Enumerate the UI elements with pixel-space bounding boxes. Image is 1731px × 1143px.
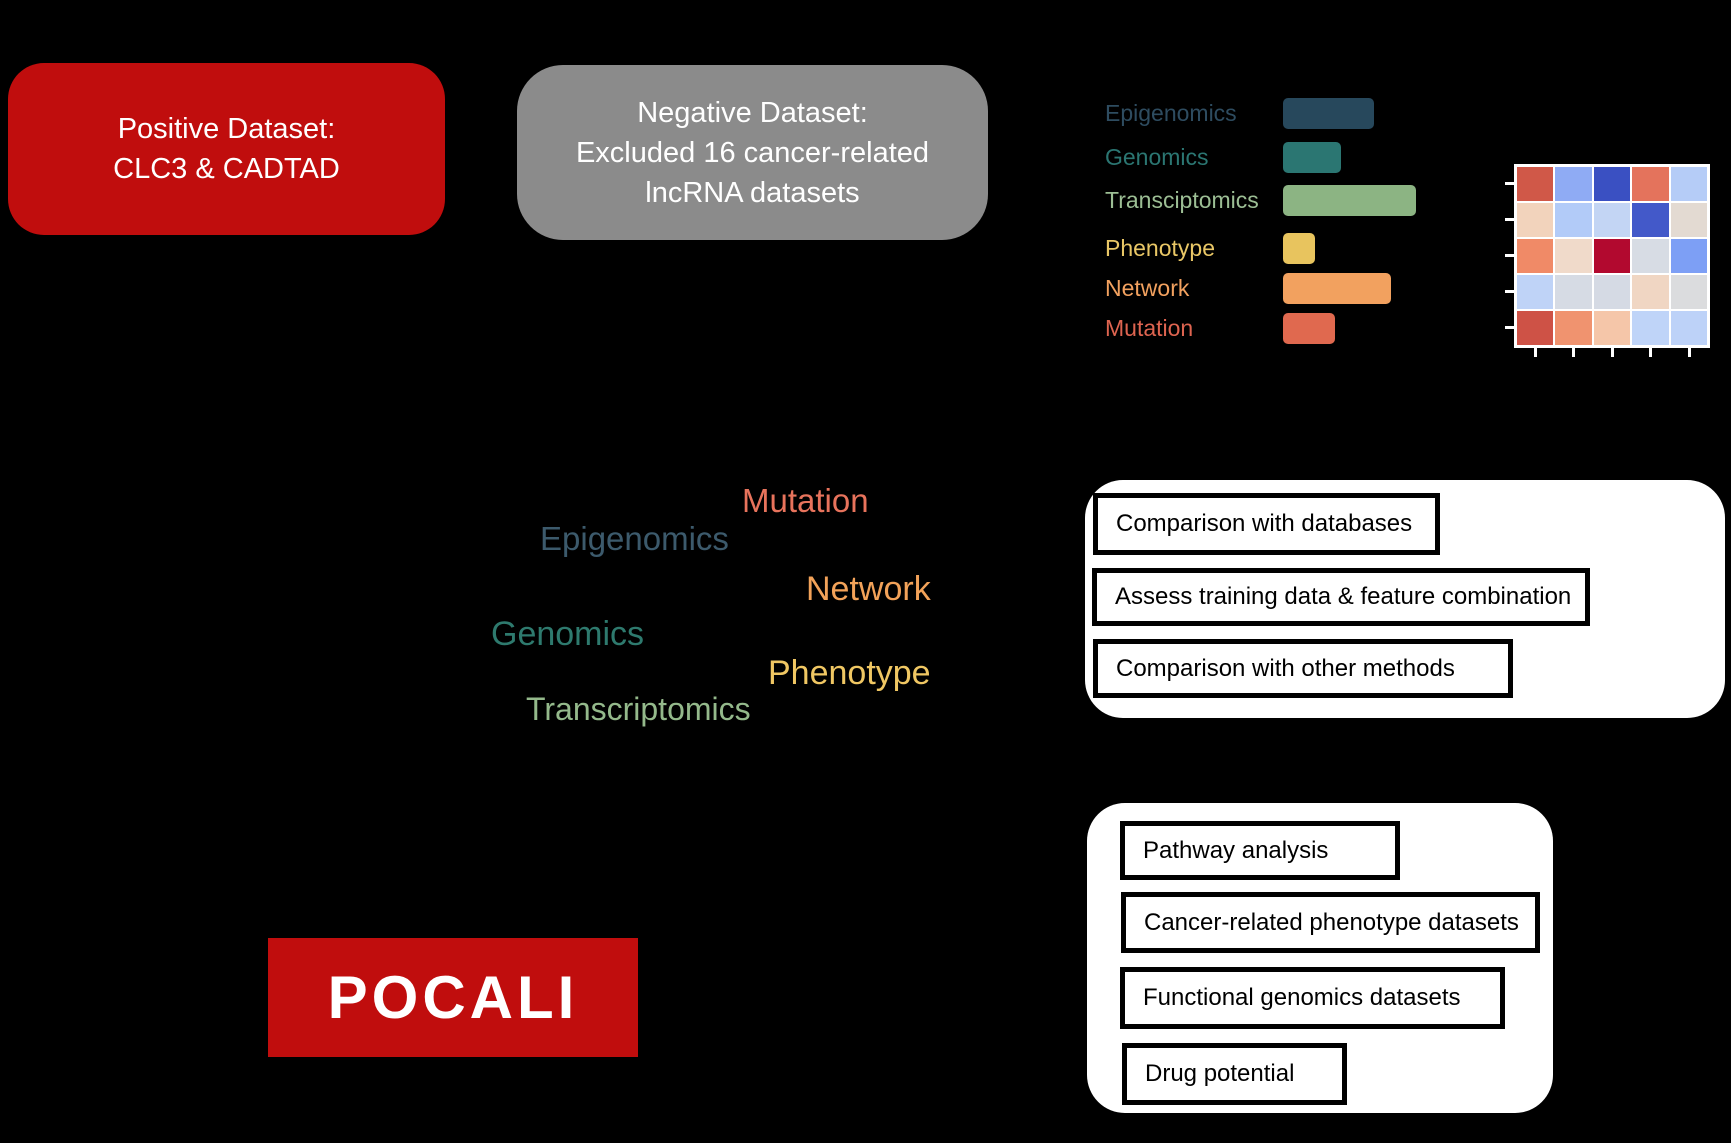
evaluation-item: Comparison with other methods	[1093, 639, 1513, 698]
bar-category-label: Genomics	[1105, 144, 1209, 170]
wordcloud-word: Genomics	[491, 615, 645, 653]
evaluation-item: Assess training data & feature combination	[1092, 568, 1590, 626]
application-item: Functional genomics datasets	[1120, 967, 1505, 1029]
negative-dataset-line3: lncRNA datasets	[645, 176, 860, 209]
negative-dataset-line2: Excluded 16 cancer-related	[575, 136, 930, 169]
negative-dataset-line1: Negative Dataset:	[637, 96, 868, 129]
wordcloud-word: Mutation	[742, 482, 869, 519]
bar-category-label: Phenotype	[1105, 235, 1215, 261]
evaluation-panel	[1085, 480, 1725, 718]
bar-category-label: Transciptomics	[1105, 187, 1259, 213]
application-item: Cancer-related phenotype datasets	[1121, 892, 1540, 953]
pocali-label: POCALI	[327, 964, 579, 1031]
wordcloud-word: Network	[806, 570, 931, 608]
bar-category-label: Mutation	[1105, 315, 1194, 341]
application-item: Drug potential	[1122, 1043, 1347, 1105]
bar-category-label: Network	[1105, 275, 1190, 301]
evaluation-item: Comparison with databases	[1093, 493, 1440, 555]
wordcloud-word: Transcriptomics	[526, 691, 751, 727]
positive-dataset-line2: CLC3 & CADTAD	[113, 153, 340, 185]
wordcloud-word: Phenotype	[768, 654, 931, 692]
wordcloud-word: Epigenomics	[540, 520, 729, 557]
positive-dataset-line1: Positive Dataset:	[117, 113, 336, 145]
application-item: Pathway analysis	[1120, 821, 1400, 880]
bar-category-label: Epigenomics	[1105, 100, 1237, 126]
pocali-box	[268, 938, 638, 1057]
application-panel	[1087, 803, 1553, 1113]
